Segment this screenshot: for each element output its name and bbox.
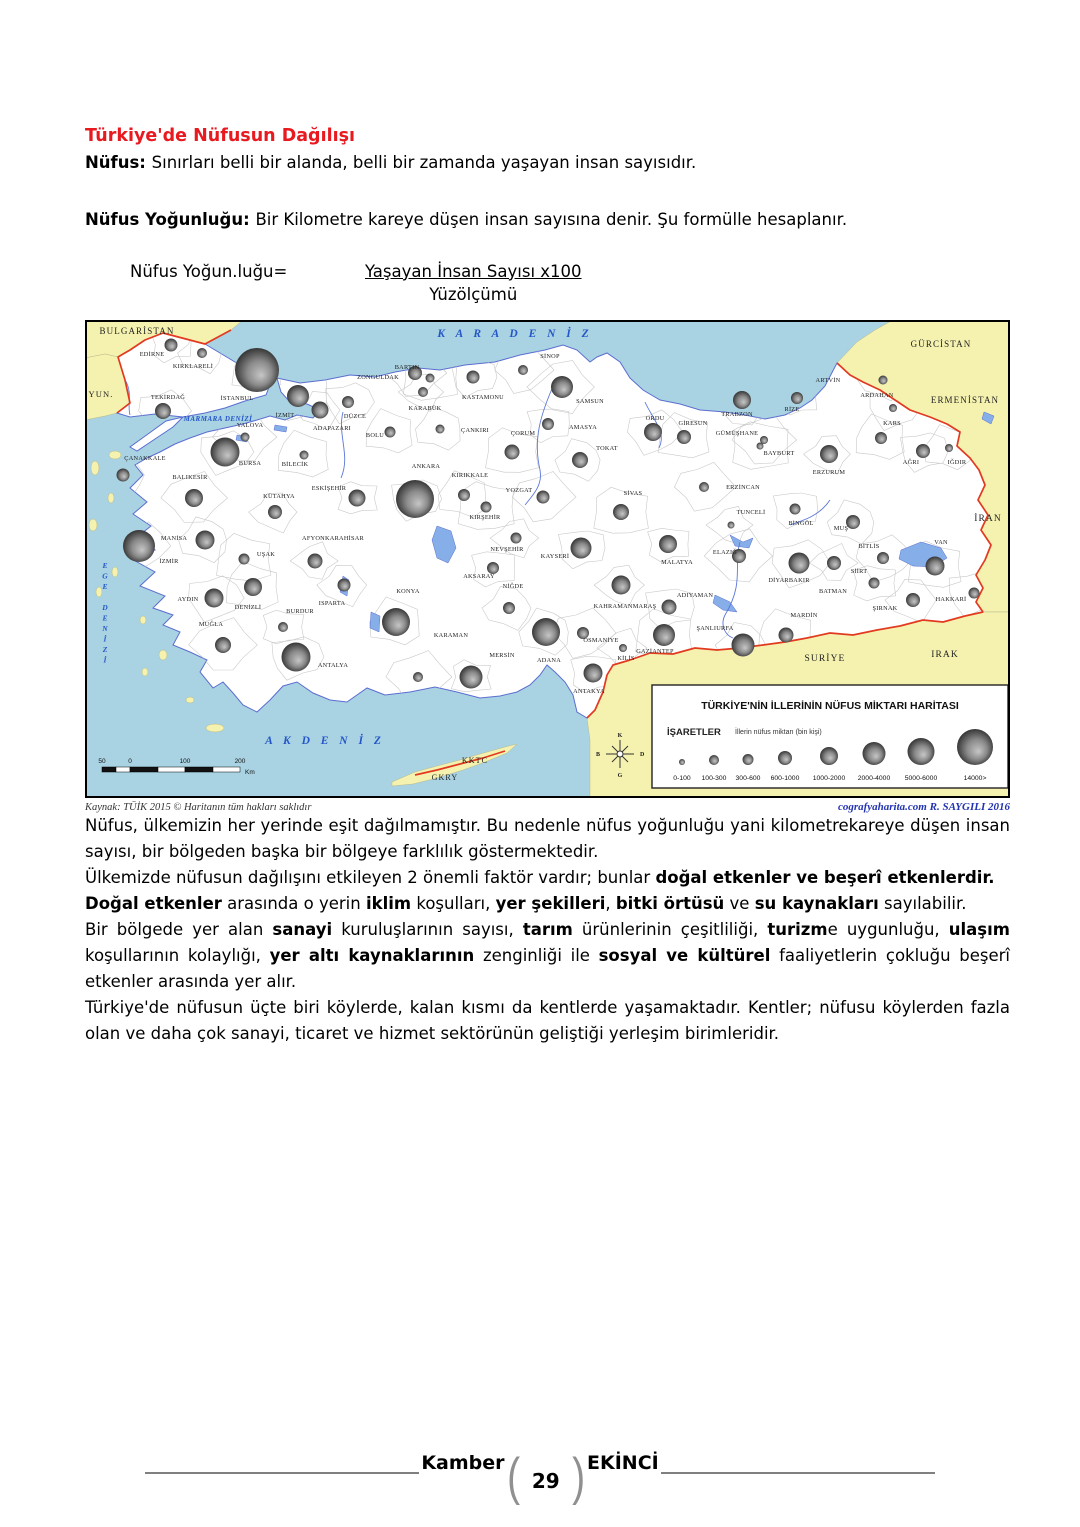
province-circle bbox=[790, 503, 801, 514]
bold-text-segment: iklim bbox=[365, 894, 412, 914]
population-map bbox=[85, 320, 1010, 798]
province-circle bbox=[827, 556, 841, 570]
aegean-island bbox=[89, 519, 97, 531]
province-circle bbox=[732, 633, 755, 656]
text-segment: Sınırları belli bir alanda, belli bir zamanda yaşayan insan sayısıdır. bbox=[151, 153, 697, 172]
text-segment: faaliyetlerin çokluğu beşerî etkenler arasında yer alır. bbox=[85, 946, 1010, 992]
legend-class-label: 300-600 bbox=[735, 774, 761, 782]
province-label: YOZGAT bbox=[505, 486, 533, 494]
province-circle bbox=[820, 445, 838, 463]
province-circle bbox=[699, 482, 709, 492]
province-label: OSMANİYE bbox=[583, 636, 619, 644]
province-label: ORDU bbox=[645, 414, 665, 422]
province-label: TRABZON bbox=[721, 410, 753, 418]
province-label: HAKKARİ bbox=[935, 595, 967, 603]
province-label: ANKARA bbox=[411, 462, 441, 470]
province-label: KONYA bbox=[396, 587, 420, 595]
country-label: GÜRCİSTAN bbox=[910, 338, 972, 349]
province-circle bbox=[349, 489, 366, 506]
aegean-island bbox=[206, 724, 224, 732]
text-segment: , bbox=[605, 894, 616, 914]
province-circle bbox=[572, 452, 588, 468]
province-circle bbox=[282, 642, 311, 671]
footer-center: Kamber ( 29 ) EKİNCİ bbox=[421, 1448, 659, 1506]
province-label: ERZURUM bbox=[812, 468, 846, 476]
text-segment: arasında o yerin bbox=[221, 894, 366, 914]
province-label: BURSA bbox=[238, 459, 262, 467]
legend-circle bbox=[863, 742, 886, 765]
legend-circle bbox=[743, 754, 754, 765]
province-label: DENİZLİ bbox=[234, 603, 262, 611]
province-circle bbox=[312, 401, 329, 418]
province-circle bbox=[458, 489, 470, 501]
province-label: DÜZCE bbox=[343, 412, 367, 420]
province-label: ŞANLIURFA bbox=[696, 624, 734, 632]
province-circle bbox=[677, 430, 691, 444]
province-label: ANTAKYA bbox=[573, 687, 605, 695]
province-label: KARAMAN bbox=[433, 631, 469, 639]
province-circle bbox=[436, 424, 445, 433]
map-caption bbox=[85, 801, 1010, 813]
text-segment: zenginliği ile bbox=[474, 946, 599, 966]
map-credit: cografyaharita.com R. SAYGILI 2016 bbox=[837, 800, 1010, 813]
bold-text-segment: su kaynakları bbox=[754, 894, 879, 914]
province-circle bbox=[926, 556, 945, 575]
province-circle bbox=[644, 423, 662, 441]
province-circle bbox=[584, 663, 603, 682]
province-label: NEVŞEHİR bbox=[490, 545, 524, 553]
province-circle bbox=[211, 437, 240, 466]
province-circle bbox=[505, 444, 520, 459]
legend-circle bbox=[679, 759, 685, 765]
formula-lhs: Nüfus Yoğun.luğu= bbox=[130, 261, 288, 281]
province-circle bbox=[396, 480, 434, 518]
province-label: UŞAK bbox=[256, 550, 276, 558]
country-label: İRAN bbox=[974, 513, 1002, 524]
province-circle bbox=[196, 530, 215, 549]
province-circle bbox=[532, 618, 560, 646]
province-circle bbox=[244, 578, 262, 596]
province-circle bbox=[268, 505, 282, 519]
province-label: GAZİANTEP bbox=[636, 647, 674, 655]
province-label: GİRESUN bbox=[678, 419, 708, 427]
province-label: YALOVA bbox=[236, 421, 264, 429]
province-label: KIRŞEHİR bbox=[469, 513, 501, 521]
paragraph-distribution bbox=[85, 813, 1010, 865]
province-label: ELAZIĞ bbox=[712, 548, 738, 556]
country-label: BULGARİSTAN bbox=[99, 325, 175, 336]
map-source-note: Kaynak: TÜİK 2015 © Haritanın tüm hakları saklıdır bbox=[85, 801, 312, 813]
province-circle bbox=[653, 624, 675, 646]
province-circle bbox=[791, 392, 803, 404]
province-circle bbox=[571, 537, 592, 558]
province-circle bbox=[728, 521, 735, 528]
province-label: KARABÜK bbox=[408, 404, 442, 412]
bold-text-segment: sosyal ve kültürel bbox=[598, 946, 771, 966]
province-label: MANİSA bbox=[160, 534, 188, 542]
paragraph-factors bbox=[85, 865, 1010, 891]
province-label: AKSARAY bbox=[463, 572, 495, 580]
bold-text-segment: doğal etkenler ve beşerî etkenlerdir. bbox=[655, 867, 995, 887]
province-label: İSTANBUL bbox=[220, 394, 254, 402]
province-circle bbox=[185, 489, 203, 507]
footer-author-first: Kamber bbox=[421, 1452, 505, 1474]
aegean-island bbox=[142, 668, 148, 676]
scale-unit: Km bbox=[245, 768, 255, 776]
province-circle bbox=[413, 672, 423, 682]
province-circle bbox=[879, 375, 888, 384]
province-circle bbox=[382, 608, 410, 636]
province-circle bbox=[215, 637, 231, 653]
definition-nufus-yogunlugu bbox=[85, 208, 1010, 232]
bold-text-segment: Nüfus: bbox=[85, 153, 152, 172]
country-label: ERMENİSTAN bbox=[930, 394, 1000, 405]
province-circle bbox=[877, 552, 889, 564]
province-circle bbox=[945, 444, 953, 452]
province-label: ISPARTA bbox=[318, 599, 346, 607]
province-circle bbox=[889, 404, 897, 412]
province-circle bbox=[235, 348, 279, 392]
text-segment: sayılabilir. bbox=[878, 894, 967, 914]
province-circle bbox=[733, 391, 751, 409]
paragraph-rural-urban bbox=[85, 995, 1010, 1047]
aegean-island bbox=[186, 697, 194, 703]
province-label: MUŞ bbox=[833, 524, 849, 532]
aegean-island bbox=[109, 451, 121, 459]
map-legend bbox=[652, 685, 1008, 788]
province-circle bbox=[308, 553, 323, 568]
province-label: EDİRNE bbox=[139, 350, 165, 358]
legend-subtitle: İllerin nüfus miktarı (bin kişi) bbox=[735, 728, 822, 736]
formula-numerator: Yaşayan İnsan Sayısı x100 bbox=[365, 261, 582, 281]
province-circle bbox=[789, 552, 810, 573]
province-label: BARTIN bbox=[394, 363, 420, 371]
sea-label: MARMARA DENİZİ bbox=[183, 414, 253, 423]
page-number: 29 bbox=[531, 1469, 560, 1493]
province-circle bbox=[165, 338, 178, 351]
aegean-island bbox=[140, 616, 146, 624]
compass-letter: B bbox=[595, 751, 600, 758]
bold-text-segment: sanayi bbox=[272, 920, 333, 940]
legend-marks-label: İŞARETLER bbox=[667, 726, 721, 738]
province-label: BİLECİK bbox=[281, 460, 309, 468]
province-label: ARDAHAN bbox=[860, 391, 894, 399]
province-circle bbox=[205, 588, 224, 607]
bold-text-segment: tarım bbox=[522, 920, 573, 940]
province-circle bbox=[779, 627, 794, 642]
province-label: TEKİRDAĞ bbox=[150, 393, 186, 401]
province-circle bbox=[385, 426, 396, 437]
province-label: KİLİS bbox=[617, 654, 635, 662]
province-circle bbox=[613, 504, 629, 520]
province-circle bbox=[659, 535, 677, 553]
province-label: TUNCELİ bbox=[736, 508, 766, 516]
legend-circle bbox=[778, 751, 792, 765]
province-label: ÇANKIRI bbox=[461, 426, 489, 434]
province-label: AMASYA bbox=[568, 423, 598, 431]
footer-author-last: EKİNCİ bbox=[587, 1452, 659, 1474]
text-segment: kuruluşlarının sayısı, bbox=[332, 920, 523, 940]
province-label: MARDİN bbox=[790, 611, 818, 619]
province-label: ŞIRNAK bbox=[872, 604, 898, 612]
province-circle bbox=[511, 532, 522, 543]
legend-circle bbox=[908, 738, 935, 765]
province-label: KAHRAMANMARAŞ bbox=[593, 602, 657, 610]
province-label: SİİRT bbox=[850, 567, 868, 575]
province-label: AĞRI bbox=[902, 458, 920, 466]
country-label: SURİYE bbox=[804, 653, 846, 664]
province-circle bbox=[338, 578, 351, 591]
province-label: TOKAT bbox=[596, 444, 618, 452]
country-label: IRAK bbox=[931, 649, 959, 660]
scale-label: 200 bbox=[234, 757, 246, 765]
footer-rule-left bbox=[145, 1472, 419, 1474]
province-circle bbox=[969, 587, 980, 598]
population-map-figure bbox=[85, 320, 1010, 813]
province-circle bbox=[906, 593, 920, 607]
province-label: KARS bbox=[883, 419, 901, 427]
bold-text-segment: Doğal etkenler bbox=[85, 894, 222, 914]
compass-letter: K bbox=[617, 732, 623, 739]
province-label: MUĞLA bbox=[198, 620, 224, 628]
legend-title: TÜRKİYE'NİN İLLERİNİN NÜFUS MİKTARI HARİTASI bbox=[701, 699, 959, 712]
formula-fraction bbox=[365, 262, 582, 304]
province-label: ERZİNCAN bbox=[726, 483, 760, 491]
province-label: AYDIN bbox=[177, 595, 199, 603]
sea-label: A K D E N İ Z bbox=[265, 734, 385, 747]
province-circle bbox=[467, 370, 480, 383]
province-label: KÜTAHYA bbox=[263, 492, 295, 500]
province-circle bbox=[300, 450, 309, 459]
province-label: KASTAMONU bbox=[462, 393, 504, 401]
province-label: KIRIKKALE bbox=[451, 471, 489, 479]
legend-circle bbox=[957, 729, 993, 765]
density-formula bbox=[85, 262, 1010, 304]
province-label: BATMAN bbox=[818, 587, 848, 595]
sea-label-ege-vertical: E G E D E N İ Z İ bbox=[102, 560, 108, 665]
formula-denominator: Yüzölçümü bbox=[429, 284, 518, 304]
province-circle bbox=[481, 501, 492, 512]
aegean-island bbox=[96, 587, 102, 597]
legend-class-label: 0-100 bbox=[673, 774, 691, 782]
text-segment: Bir Kilometre kareye düşen insan sayısına denir. Şu formülle hesaplanır. bbox=[255, 209, 848, 229]
text-segment: e uygunluğu, bbox=[827, 920, 949, 940]
bold-text-segment: bitki örtüsü bbox=[615, 894, 725, 914]
province-label: ESKİŞEHİR bbox=[311, 484, 347, 492]
province-circle bbox=[155, 403, 171, 419]
province-circle bbox=[460, 665, 483, 688]
province-circle bbox=[197, 348, 207, 358]
legend-class-label: 2000-4000 bbox=[857, 774, 891, 782]
province-label: BOLU bbox=[365, 431, 385, 439]
province-circle bbox=[662, 599, 677, 614]
province-circle bbox=[342, 396, 354, 408]
province-label: İZMİR bbox=[159, 557, 179, 565]
legend-circle bbox=[820, 747, 838, 765]
bold-text-segment: yer altı kaynaklarının bbox=[269, 946, 475, 966]
legend-circle bbox=[709, 755, 719, 765]
province-label: ADANA bbox=[537, 656, 561, 664]
province-circle bbox=[418, 387, 428, 397]
text-segment: ve bbox=[724, 894, 755, 914]
legend-class-label: 14000> bbox=[963, 774, 987, 782]
text-segment: Bir bölgede yer alan bbox=[85, 920, 273, 940]
province-circle bbox=[869, 577, 880, 588]
province-circle bbox=[537, 490, 550, 503]
province-circle bbox=[123, 530, 155, 562]
province-label: BİTLİS bbox=[858, 542, 880, 550]
province-circle bbox=[239, 553, 250, 564]
scale-label: 100 bbox=[179, 757, 191, 765]
province-circle bbox=[287, 385, 309, 407]
province-label: SİVAS bbox=[623, 489, 643, 497]
province-label: RİZE bbox=[784, 405, 800, 413]
page-footer bbox=[145, 1443, 935, 1506]
province-label: AFYONKARAHİSAR bbox=[302, 534, 364, 542]
bold-text-segment: yer şekilleri bbox=[495, 894, 606, 914]
province-label: KAYSERİ bbox=[540, 552, 570, 560]
province-label: NİĞDE bbox=[502, 582, 524, 590]
text-segment: ürünlerinin çeşitliliği, bbox=[572, 920, 768, 940]
paragraph-human-factors bbox=[85, 917, 1010, 995]
province-label: İZMİT bbox=[275, 411, 295, 419]
legend-class-label: 5000-6000 bbox=[904, 774, 938, 782]
province-circle bbox=[875, 432, 887, 444]
province-circle bbox=[612, 575, 631, 594]
province-circle bbox=[619, 644, 627, 652]
province-label: ARTVİN bbox=[815, 376, 841, 384]
bold-text-segment: Nüfus Yoğunluğu: bbox=[85, 209, 256, 229]
text-segment: koşulları, bbox=[411, 894, 496, 914]
province-circle bbox=[503, 602, 515, 614]
country-label: KKTC bbox=[461, 755, 489, 765]
text-segment: Nüfus, ülkemizin her yerinde eşit dağılmamıştır. Bu nedenle nüfus yoğunluğu yani kilometrekareye düşen insan sayısı, bir bölgeden başka bir bölgeye farklılık göstermektedir. bbox=[85, 815, 1010, 861]
country-label: GKRY bbox=[431, 772, 459, 782]
province-circle bbox=[916, 444, 930, 458]
province-label: ADIYAMAN bbox=[676, 591, 714, 599]
province-label: MALATYA bbox=[661, 558, 693, 566]
aegean-island bbox=[159, 650, 167, 660]
legend-class-label: 600-1000 bbox=[770, 774, 800, 782]
province-label: ADAPAZARI bbox=[312, 424, 352, 432]
province-label: ZONGULDAK bbox=[357, 373, 399, 381]
scale-label: 0 bbox=[128, 757, 132, 765]
province-label: ÇORUM bbox=[510, 429, 536, 437]
province-label: DİYARBAKIR bbox=[768, 576, 810, 584]
text-segment: Türkiye'de nüfusun üçte biri köylerde, kalan kısmı da kentlerde yaşamaktadır. Kentler; nüfusu köylerden fazla olan ve daha çok sanayi, ticaret ve hizmet sektörünün geliştiği yerleşim birimleridir. bbox=[85, 998, 1010, 1044]
province-circle bbox=[426, 373, 435, 382]
country-label: YUN. bbox=[88, 388, 114, 399]
text-segment: koşullarının kolaylığı, bbox=[85, 946, 270, 966]
paragraph-natural-factors bbox=[85, 891, 1010, 917]
province-circle bbox=[551, 376, 573, 398]
province-label: BAYBURT bbox=[763, 449, 795, 457]
province-circle bbox=[757, 442, 764, 449]
province-label: SAMSUN bbox=[576, 397, 604, 405]
province-label: VAN bbox=[934, 538, 948, 546]
legend-class-label: 1000-2000 bbox=[812, 774, 846, 782]
compass-letter: G bbox=[617, 772, 623, 779]
province-label: IĞDIR bbox=[947, 458, 967, 466]
bold-text-segment: ulaşım bbox=[948, 920, 1010, 940]
sea-label: K A R A D E N İ Z bbox=[437, 327, 593, 340]
province-circle bbox=[278, 622, 288, 632]
footer-rule-right bbox=[661, 1472, 935, 1474]
aegean-island bbox=[108, 493, 114, 503]
scale-label: 50 bbox=[98, 757, 106, 765]
text-segment: Ülkemizde nüfusun dağılışını etkileyen 2 önemli faktör vardır; bunlar bbox=[85, 867, 656, 887]
province-label: ANTALYA bbox=[317, 661, 349, 669]
province-label: GÜMÜŞHANE bbox=[715, 429, 759, 437]
province-label: MERSİN bbox=[489, 651, 515, 659]
definition-nufus bbox=[85, 151, 1010, 175]
province-label: SİNOP bbox=[540, 352, 560, 360]
province-circle bbox=[542, 418, 554, 430]
province-label: BURDUR bbox=[286, 607, 314, 615]
legend-class-label: 100-300 bbox=[701, 774, 727, 782]
bold-text-segment: turizm bbox=[767, 920, 828, 940]
province-circle bbox=[117, 468, 130, 481]
aegean-island bbox=[112, 567, 118, 577]
page-title: Türkiye'de Nüfusun Dağılışı bbox=[85, 126, 355, 146]
province-label: BALIKESİR bbox=[172, 473, 208, 481]
province-circle bbox=[518, 365, 528, 375]
compass-letter: D bbox=[640, 751, 645, 758]
province-label: ÇANAKKALE bbox=[124, 454, 166, 462]
province-circle bbox=[241, 432, 250, 441]
aegean-island bbox=[91, 461, 99, 475]
province-label: BİNGÖL bbox=[788, 519, 814, 527]
province-label: KIRKLARELİ bbox=[172, 362, 214, 370]
